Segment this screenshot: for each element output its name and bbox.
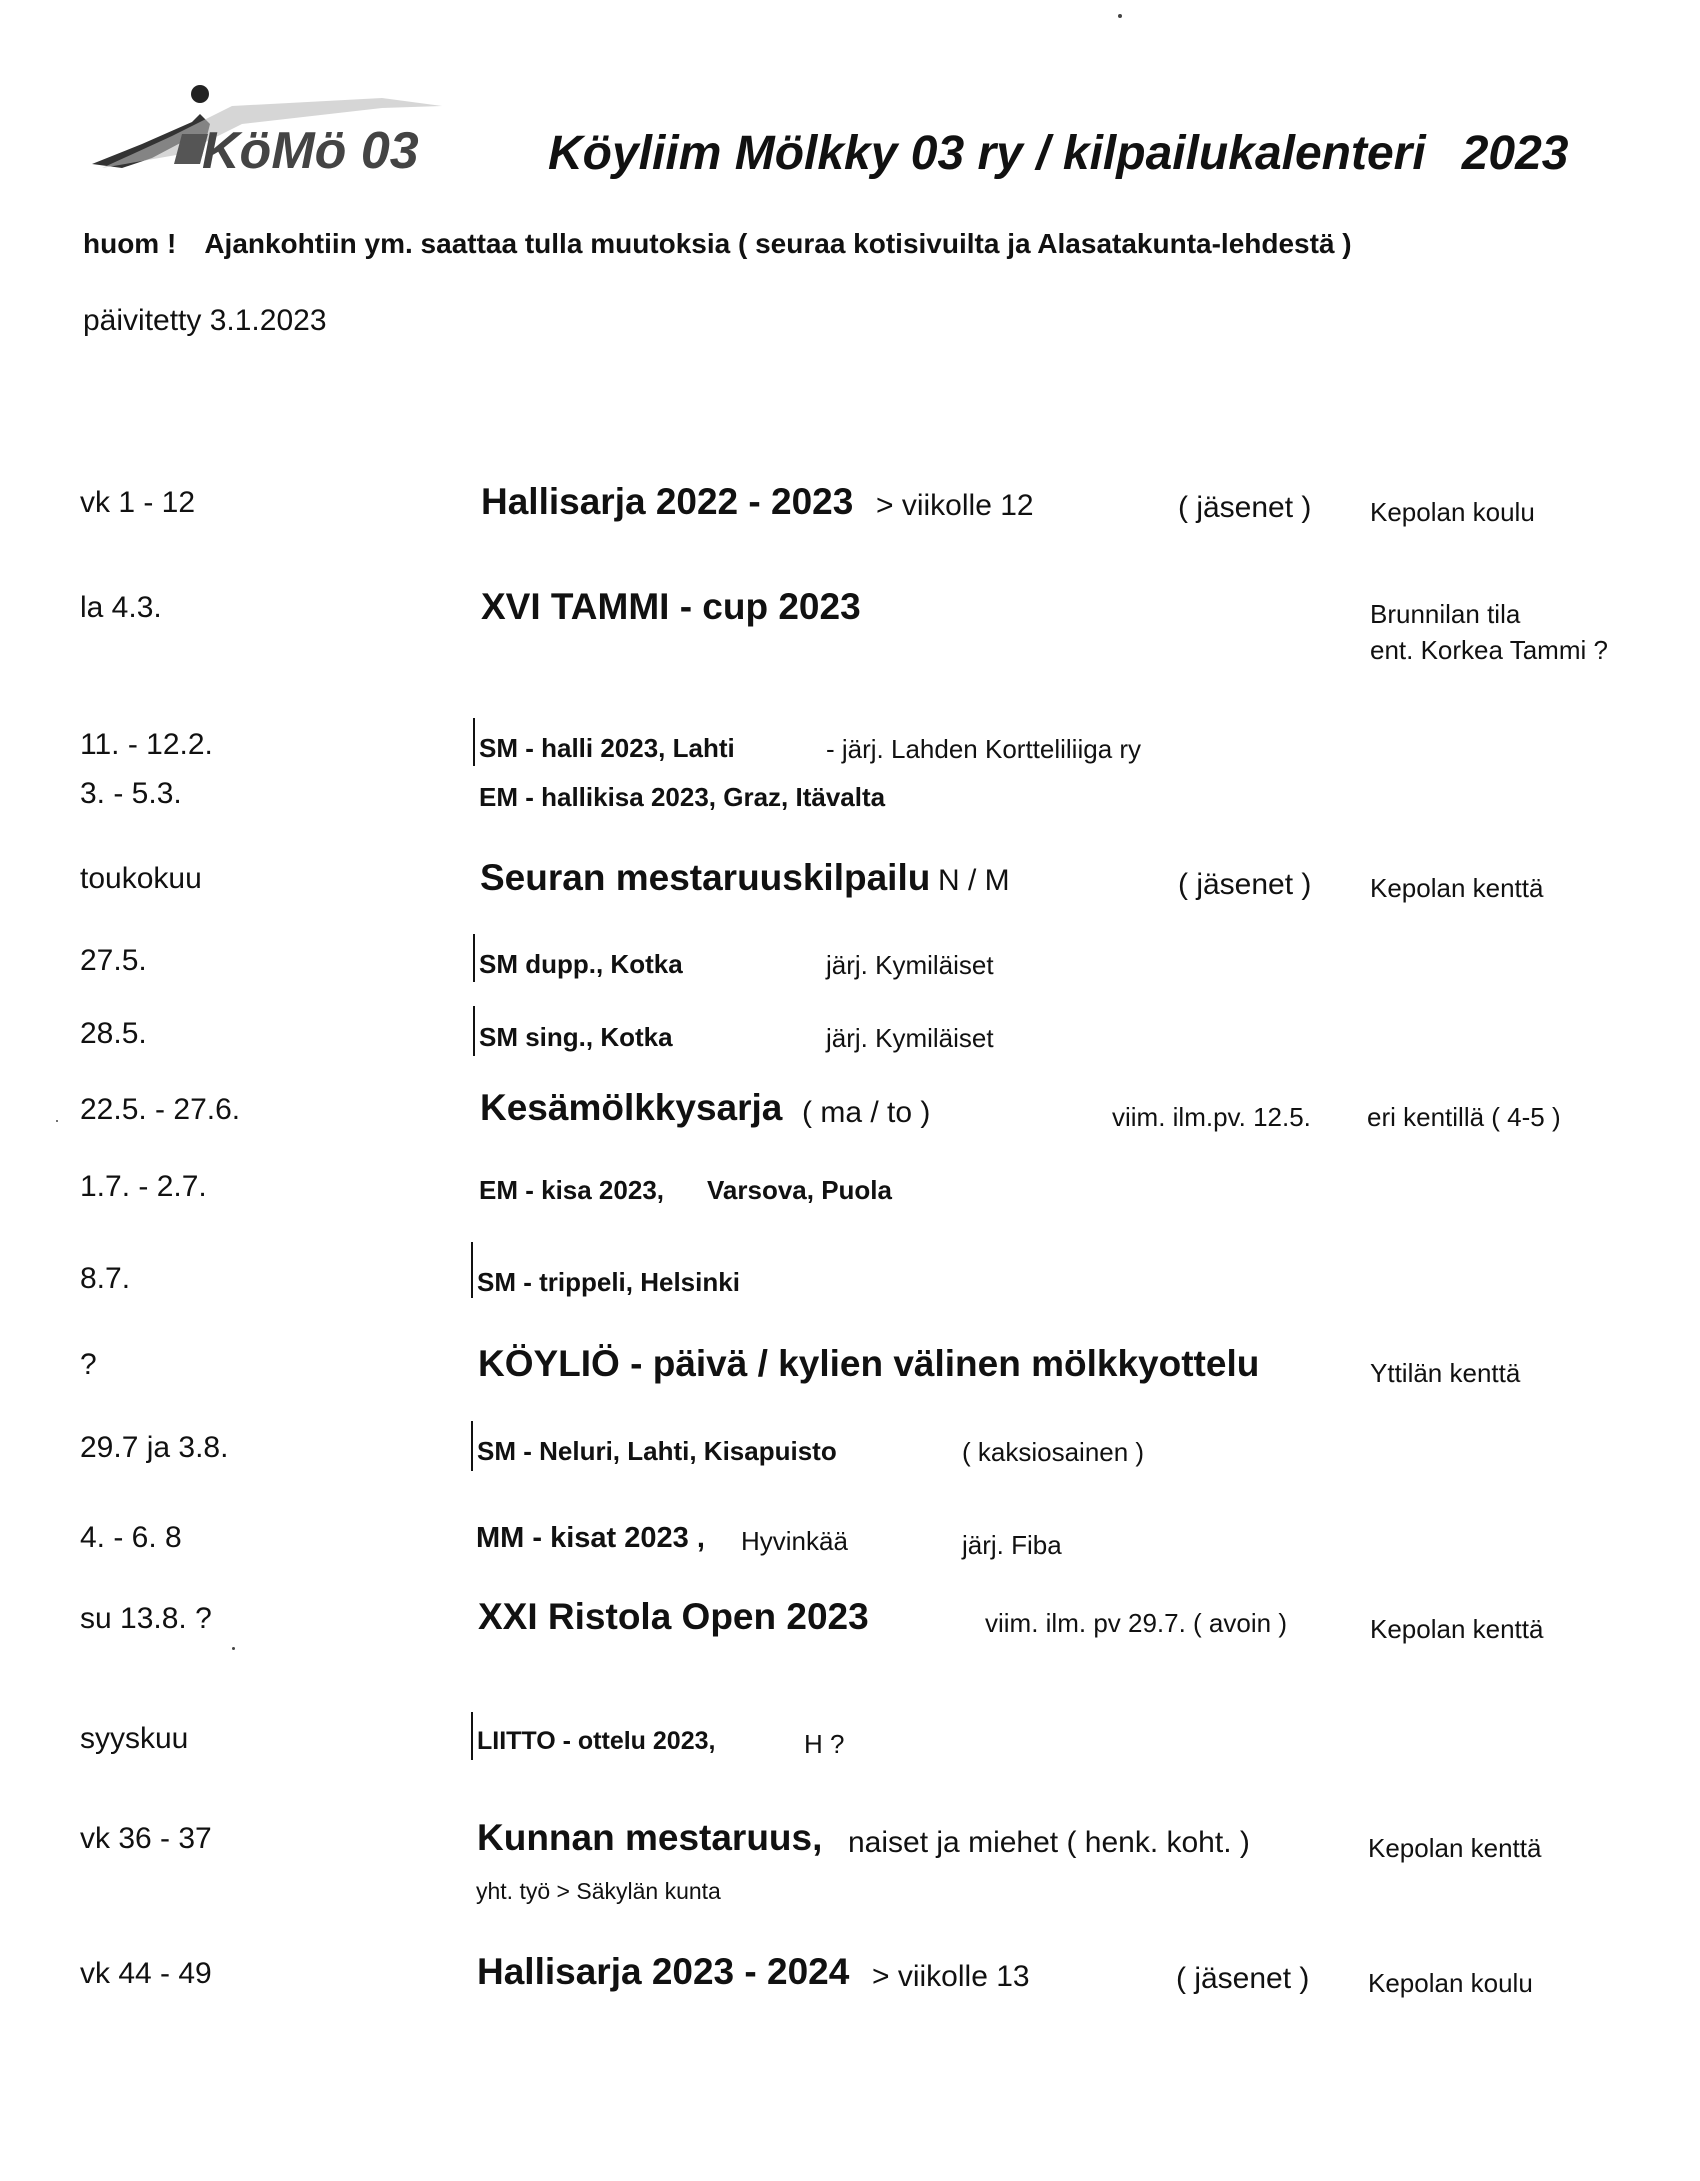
event-date: 11. - 12.2. — [80, 728, 213, 761]
event-note: viim. ilm. pv 29.7. ( avoin ) — [985, 1608, 1287, 1638]
event-title: Kunnan mestaruus, — [477, 1817, 823, 1858]
event-title: Hallisarja 2023 - 2024 — [477, 1951, 850, 1992]
event-detail: N / M — [938, 864, 1010, 897]
event-date: 4. - 6. 8 — [80, 1521, 182, 1554]
notice-line — [83, 228, 1352, 260]
event-title: EM - kisa 2023, — [479, 1175, 664, 1205]
event-note: ( jäsenet ) — [1178, 868, 1312, 901]
event-title: XXI Ristola Open 2023 — [478, 1596, 869, 1637]
event-date: 27.5. — [80, 944, 147, 977]
event-title: LIITTO - ottelu 2023, — [477, 1727, 716, 1755]
notice-text: Ajankohtiin ym. saattaa tulla muutoksia ( seuraa kotisivuilta ja Alasatakunta-lehdestä ) — [204, 228, 1352, 259]
event-detail: järj. Kymiläiset — [826, 1023, 994, 1053]
event-place: Brunnilan tila — [1370, 599, 1521, 629]
notice-label: huom ! — [83, 228, 177, 259]
event-title: XVI TAMMI - cup 2023 — [481, 586, 861, 627]
event-title: Hallisarja 2022 - 2023 — [481, 481, 854, 522]
event-place: Kepolan koulu — [1368, 1968, 1533, 1998]
event-place: Yttilän kenttä — [1370, 1358, 1521, 1388]
divider-bar — [473, 1006, 475, 1056]
event-title: SM - trippeli, Helsinki — [477, 1267, 740, 1297]
scan-speck — [232, 1647, 235, 1650]
event-place: Kepolan kenttä — [1370, 1614, 1544, 1644]
logo-graphic — [82, 84, 482, 194]
event-date: la 4.3. — [80, 591, 162, 624]
event-place-note: ent. Korkea Tammi ? — [1370, 635, 1608, 665]
event-note: viim. ilm.pv. 12.5. — [1112, 1102, 1311, 1132]
updated-date: päivitetty 3.1.2023 — [83, 304, 327, 337]
event-title: SM - Neluri, Lahti, Kisapuisto — [477, 1436, 837, 1466]
event-date: su 13.8. ? — [80, 1602, 212, 1635]
event-detail: Varsova, Puola — [707, 1175, 892, 1205]
divider-bar — [473, 934, 475, 982]
event-date: 29.7 ja 3.8. — [80, 1431, 229, 1464]
event-title: SM sing., Kotka — [479, 1022, 673, 1052]
event-title: EM - hallikisa 2023, Graz, Itävalta — [479, 782, 886, 812]
scan-speck — [56, 1120, 58, 1122]
event-date: vk 36 - 37 — [80, 1822, 212, 1855]
event-date: toukokuu — [80, 862, 202, 895]
event-title: SM dupp., Kotka — [479, 949, 683, 979]
event-detail: > viikolle 12 — [876, 489, 1034, 522]
event-date: 3. - 5.3. — [80, 777, 182, 810]
event-detail: naiset ja miehet ( henk. koht. ) — [848, 1826, 1250, 1859]
event-date: vk 44 - 49 — [80, 1957, 212, 1990]
event-place: Kepolan kenttä — [1368, 1833, 1542, 1863]
title-text: Köyliim Mölkky 03 ry / kilpailukalenteri — [548, 127, 1426, 180]
event-detail: järj. Kymiläiset — [826, 950, 994, 980]
event-title: Seuran mestaruuskilpailu — [480, 857, 931, 898]
event-place: Kepolan koulu — [1370, 497, 1535, 527]
divider-bar — [471, 1421, 473, 1471]
event-note: järj. Fiba — [962, 1530, 1062, 1560]
event-date: 28.5. — [80, 1017, 147, 1050]
event-place: eri kentillä ( 4-5 ) — [1367, 1102, 1561, 1132]
event-note: ( jäsenet ) — [1176, 1962, 1310, 1995]
event-title: SM - halli 2023, Lahti — [479, 733, 735, 763]
event-date: 22.5. - 27.6. — [80, 1093, 241, 1126]
event-detail: > viikolle 13 — [872, 1960, 1030, 1993]
logo-text: KöMö 03 — [202, 122, 419, 180]
event-date: syyskuu — [80, 1722, 189, 1755]
title-year: 2023 — [1461, 127, 1569, 180]
event-detail: H ? — [804, 1729, 845, 1759]
event-detail: ( ma / to ) — [802, 1096, 931, 1129]
divider-bar — [473, 718, 475, 766]
event-title: Kesämölkkysarja — [480, 1087, 783, 1128]
event-date: ? — [80, 1348, 97, 1381]
divider-bar — [471, 1712, 473, 1760]
event-title: KÖYLIÖ - päivä / kylien välinen mölkkyottelu — [478, 1343, 1260, 1384]
event-date: vk 1 - 12 — [80, 486, 196, 519]
event-date: 1.7. - 2.7. — [80, 1170, 207, 1203]
event-note: ( jäsenet ) — [1178, 491, 1312, 524]
event-date: 8.7. — [80, 1262, 131, 1295]
event-detail: Hyvinkää — [741, 1526, 848, 1556]
event-place: Kepolan kenttä — [1370, 873, 1544, 903]
event-detail: - järj. Lahden Kortteliliiga ry — [826, 734, 1142, 764]
event-note: yht. työ > Säkylän kunta — [476, 1878, 721, 1904]
page-title — [548, 126, 1568, 181]
event-detail: ( kaksiosainen ) — [962, 1437, 1145, 1467]
divider-bar — [471, 1242, 473, 1298]
club-logo — [82, 84, 482, 194]
scan-speck — [1118, 14, 1122, 18]
event-title: MM - kisat 2023 , — [476, 1522, 705, 1554]
